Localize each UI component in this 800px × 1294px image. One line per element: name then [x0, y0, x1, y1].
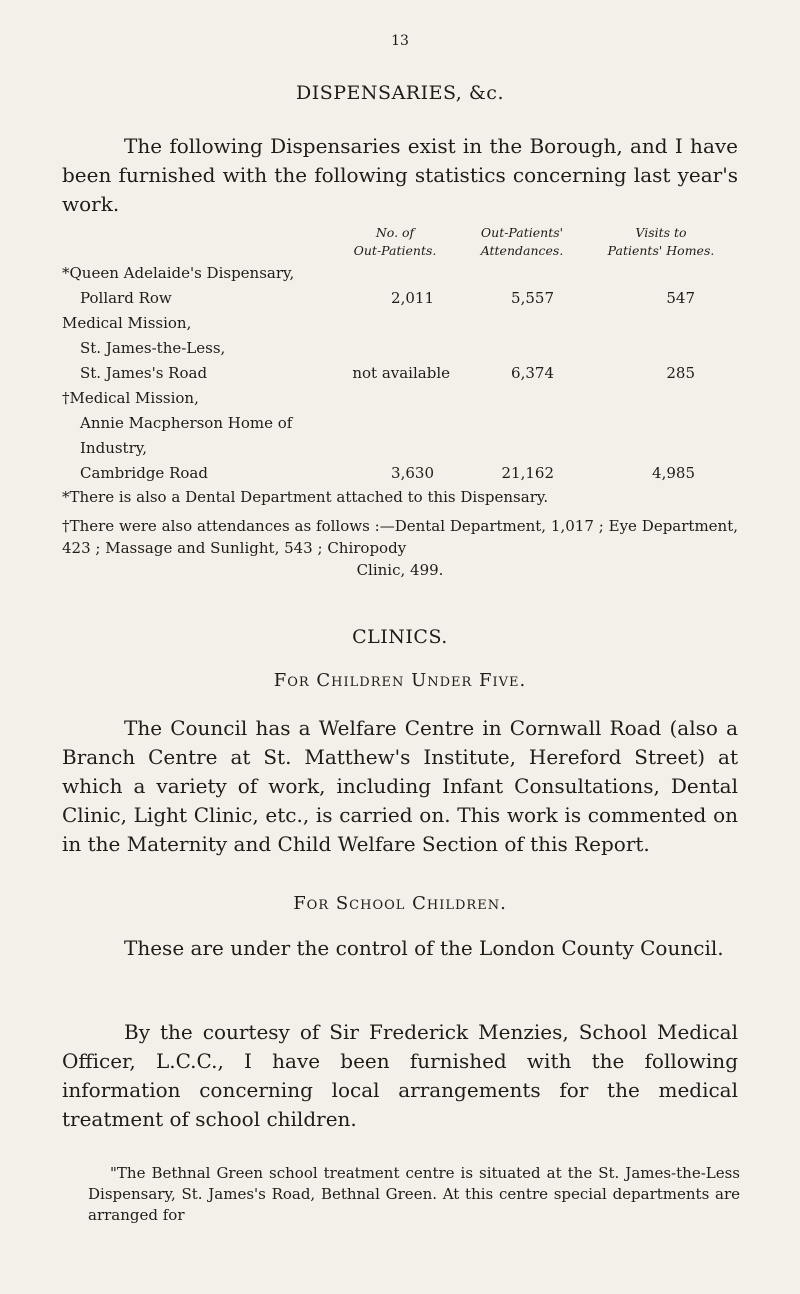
table-row-name: St. James's Road: [80, 364, 208, 382]
footnote-dental: *There is also a Dental Department attached to this Dispensary.: [62, 488, 549, 506]
column-header-line: Out-Patients.: [353, 243, 437, 258]
table-row-name: Annie Macpherson Home of: [80, 414, 293, 432]
column-header-line: Attendances.: [480, 243, 564, 258]
dispensaries-intro: The following Dispensaries exist in the Borough, and I have been furnished with the following statistics concerning last year's work.: [62, 134, 738, 216]
under-five-subheading: For Children Under Five.: [273, 670, 527, 691]
table-row-name: Industry,: [80, 439, 147, 457]
table-cell-attendances: 5,557: [511, 289, 554, 307]
column-header-attendances: [460, 224, 584, 260]
table-row-name: Pollard Row: [80, 289, 172, 307]
table-cell-attendances: 6,374: [511, 364, 554, 382]
table-row-name: St. James-the-Less,: [80, 339, 226, 357]
table-cell-out-patients: 3,630: [391, 464, 434, 482]
table-cell-visits: 547: [666, 289, 695, 307]
footnote-attendances: †There were also attendances as follows :—Dental Department, 1,017 ; Eye Department, 423 ; Massage and Sunlight, 543 ; Chiropody: [62, 517, 738, 557]
column-header-line: No. of: [375, 225, 415, 240]
table-row-name: †Medical Mission,: [62, 389, 199, 407]
school-paragraph-1: These are under the control of the London County Council.: [124, 936, 724, 960]
dispensaries-heading: DISPENSARIES, &c.: [296, 82, 504, 104]
table-row-name: *Queen Adelaide's Dispensary,: [62, 264, 295, 282]
clinics-heading: CLINICS.: [352, 626, 448, 648]
under-five-paragraph: The Council has a Welfare Centre in Cornwall Road (also a Branch Centre at St. Matthew's Institute, Hereford Street) at which a variety of work, including Infant Consultations, Dental Clinic, Light Clinic, etc., is carried on. This work is commented on in the Maternity and Child Welfare Section of this Report.: [62, 716, 738, 856]
column-header-out-patients: [330, 224, 460, 260]
table-cell-visits: 285: [666, 364, 695, 382]
table-row-name: Medical Mission,: [62, 314, 192, 332]
footnote-attendances-end: Clinic, 499.: [356, 561, 444, 579]
table-cell-out-patients: 2,011: [391, 289, 434, 307]
column-header-line: Visits to: [635, 225, 687, 240]
page-number: 13: [391, 33, 409, 49]
table-cell-visits: 4,985: [652, 464, 695, 482]
table-row-name: Cambridge Road: [80, 464, 208, 482]
column-header-line: Out-Patients': [480, 225, 564, 240]
column-header-visits: [582, 224, 740, 260]
school-children-subheading: For School Children.: [293, 893, 507, 914]
table-cell-attendances: 21,162: [501, 464, 554, 482]
table-cell-out-patients: not available: [352, 364, 450, 382]
school-quote: "The Bethnal Green school treatment centre is situated at the St. James-the-Less Dispensary, St. James's Road, Bethnal Green. At this centre special departments are arranged for: [88, 1164, 740, 1224]
school-paragraph-2: By the courtesy of Sir Frederick Menzies, School Medical Officer, L.C.C., I have been furnished with the following information concerning local arrangements for the medical treatment of school children.: [62, 1020, 738, 1131]
column-header-line: Patients' Homes.: [607, 243, 715, 258]
